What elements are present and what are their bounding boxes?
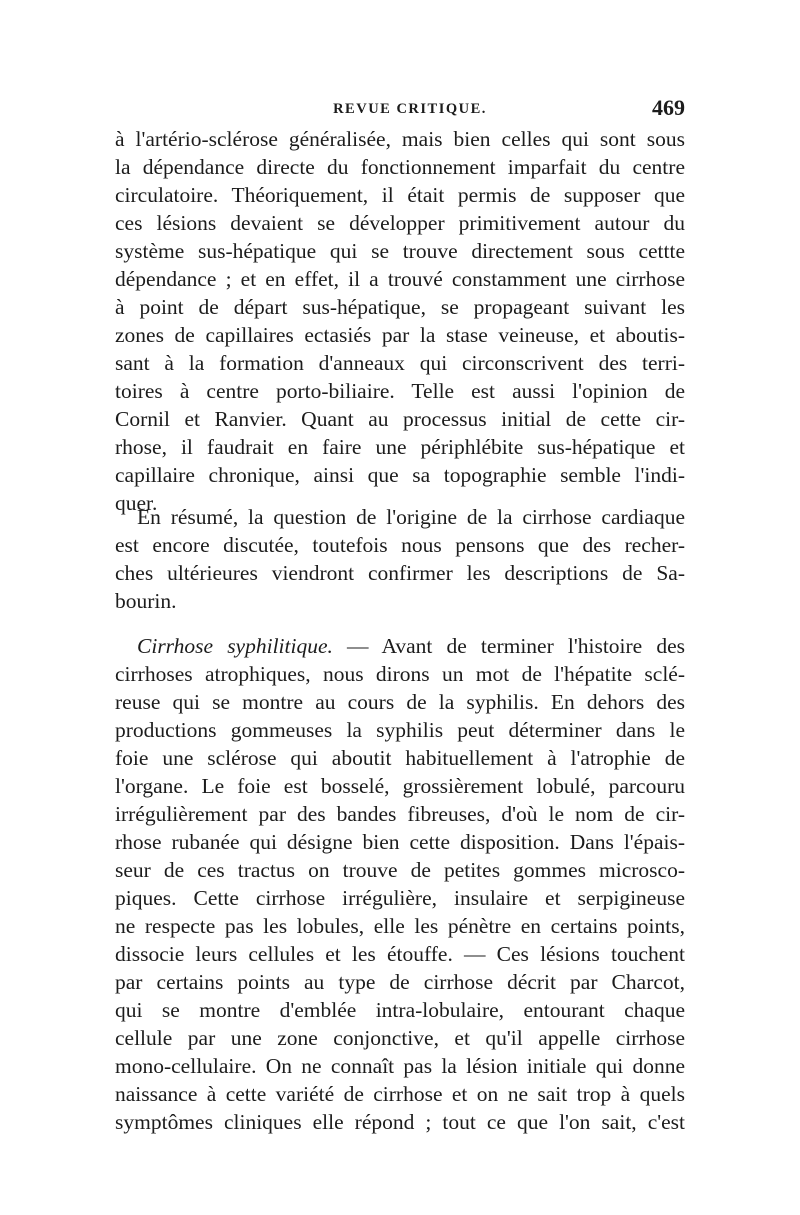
text-line: quer. xyxy=(115,491,158,515)
text-line: irrégulièrement par des bandes fibreuses, d'où le nom de cir- xyxy=(115,802,685,826)
text-line: mono-cellulaire. On ne connaît pas la lésion initiale qui donne xyxy=(115,1054,685,1078)
text-line: circulatoire. Théoriquement, il était permis de supposer que xyxy=(115,183,685,207)
text-line: En résumé, la question de l'origine de la cirrhose cardiaque xyxy=(137,505,685,529)
text-line: Cornil et Ranvier. Quant au processus initial de cette cir- xyxy=(115,407,685,431)
text-line: ne respecte pas les lobules, elle les pénètre en certains points, xyxy=(115,914,685,938)
text-line: l'organe. Le foie est bosselé, grossièrement lobulé, parcouru xyxy=(115,774,685,798)
text-line: qui se montre d'emblée intra-lobulaire, entourant chaque xyxy=(115,998,685,1022)
text-line: zones de capillaires ectasiés par la stase veineuse, et aboutis- xyxy=(115,323,685,347)
text-line: dissocie leurs cellules et les étouffe. — Ces lésions touchent xyxy=(115,942,685,966)
text-line: seur de ces tractus on trouve de petites gommes microsco- xyxy=(115,858,685,882)
text-line: rhose, il faudrait en faire une périphlébite sus-hépatique et xyxy=(115,435,685,459)
text-line: rhose rubanée qui désigne bien cette disposition. Dans l'épais- xyxy=(115,830,685,854)
section-syphilitic-cirrhosis xyxy=(115,632,685,1136)
text-line: dépendance ; et en effet, il a trouvé constamment une cirrhose xyxy=(115,267,685,291)
paragraph-continued xyxy=(115,125,685,517)
text-line: à point de départ sus-hépatique, se propageant suivant les xyxy=(115,295,685,319)
text-line: reuse qui se montre au cours de la syphilis. En dehors des xyxy=(115,690,685,714)
section-first-line-text: — Avant de terminer l'histoire des xyxy=(347,634,686,658)
text-line: ces lésions devaient se développer primitivement autour du xyxy=(115,211,685,235)
running-head xyxy=(115,95,685,125)
running-title: REVUE CRITIQUE. xyxy=(333,101,487,117)
text-line: cellule par une zone conjonctive, et qu'il appelle cirrhose xyxy=(115,1026,685,1050)
text-line: sant à la formation d'anneaux qui circonscrivent des terri- xyxy=(115,351,685,375)
page-number: 469 xyxy=(652,95,685,120)
text-line: bourin. xyxy=(115,589,177,613)
text-line: productions gommeuses la syphilis peut déterminer dans le xyxy=(115,718,685,742)
text-line: foie une sclérose qui aboutit habituellement à l'atrophie de xyxy=(115,746,685,770)
text-line: par certains points au type de cirrhose décrit par Charcot, xyxy=(115,970,685,994)
text-line: ches ultérieures viendront confirmer les descriptions de Sa- xyxy=(115,561,685,585)
text-line: symptômes cliniques elle répond ; tout ce que l'on sait, c'est xyxy=(115,1110,685,1134)
section-first-line xyxy=(115,632,685,660)
section-title: Cirrhose syphilitique. xyxy=(137,634,333,658)
paragraph-summary xyxy=(115,503,685,615)
text-line: piques. Cette cirrhose irrégulière, insulaire et serpigineuse xyxy=(115,886,685,910)
text-line: cirrhoses atrophiques, nous dirons un mot de l'hépatite sclé- xyxy=(115,662,685,686)
text-line: système sus-hépatique qui se trouve directement sous cettte xyxy=(115,239,685,263)
text-line: naissance à cette variété de cirrhose et on ne sait trop à quels xyxy=(115,1082,685,1106)
text-line: capillaire chronique, ainsi que sa topographie semble l'indi- xyxy=(115,463,685,487)
text-line: à l'artério-sclérose généralisée, mais bien celles qui sont sous xyxy=(115,127,685,151)
text-line: est encore discutée, toutefois nous pensons que des recher- xyxy=(115,533,685,557)
text-line: toires à centre porto-biliaire. Telle est aussi l'opinion de xyxy=(115,379,685,403)
text-line: la dépendance directe du fonctionnement imparfait du centre xyxy=(115,155,685,179)
